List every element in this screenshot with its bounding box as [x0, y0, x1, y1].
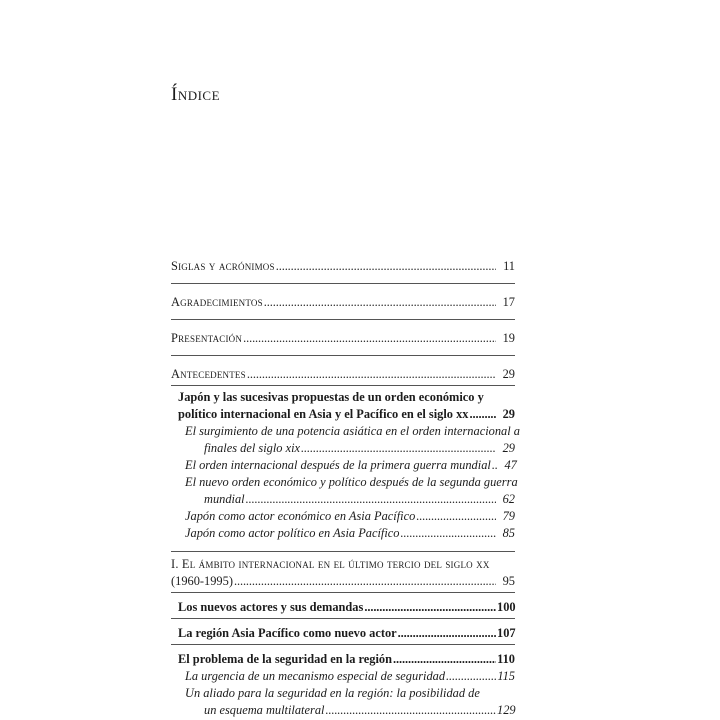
dot-leader — [234, 573, 496, 590]
toc-entry-label-line1: Japón y las sucesivas propuestas de un orden económico y — [178, 390, 484, 404]
dot-leader — [416, 508, 496, 525]
toc-entry-label-line1: I. El ámbito internacional en el último tercio del siglo xx — [171, 557, 490, 571]
page-title: Índice — [171, 84, 221, 105]
toc-page-number: 107 — [497, 626, 516, 640]
toc-entry-primera-guerra[interactable] — [171, 457, 515, 474]
toc-entry-urgencia[interactable] — [171, 668, 515, 685]
toc-entry-label: Siglas y acrónimos — [171, 259, 275, 273]
table-of-contents — [171, 258, 520, 719]
dot-leader — [446, 668, 496, 685]
divider — [171, 355, 515, 356]
dot-leader — [243, 330, 496, 347]
dot-leader — [247, 366, 496, 383]
dot-leader — [246, 491, 496, 508]
dot-leader — [401, 525, 496, 542]
toc-page-number: 110 — [497, 652, 515, 666]
toc-entry-antecedentes[interactable] — [171, 366, 515, 383]
toc-page-number: 11 — [503, 259, 515, 273]
toc-page-number: 115 — [497, 669, 515, 683]
divider — [171, 618, 515, 619]
divider — [171, 592, 515, 593]
toc-entry-label-line2: (1960-1995) — [171, 574, 233, 588]
divider — [171, 283, 515, 284]
toc-entry-actor-politico[interactable] — [171, 525, 515, 542]
toc-entry-label: El orden internacional después de la primera guerra mundial — [185, 458, 491, 472]
toc-entry-siglas[interactable] — [171, 258, 515, 275]
toc-entry-label: La urgencia de un mecanismo especial de seguridad — [185, 669, 446, 683]
divider — [171, 319, 515, 320]
dot-leader — [469, 406, 496, 423]
toc-page-number: 95 — [502, 574, 515, 588]
dot-leader — [364, 599, 496, 616]
toc-entry-label-line2: político internacional en Asia y el Pacífico en el siglo xx — [178, 407, 469, 421]
toc-entry-nuevos-actores[interactable] — [171, 599, 515, 616]
toc-page-number: 47 — [504, 458, 517, 472]
toc-page-number: 29 — [502, 367, 515, 381]
toc-entry-label-line1: El nuevo orden económico y político después de la segunda guerra — [185, 475, 518, 489]
toc-entry-label: Japón como actor político en Asia Pacífico — [185, 526, 400, 540]
dot-leader — [398, 625, 496, 642]
toc-page-number: 85 — [502, 526, 515, 540]
toc-entry-label-line2: finales del siglo xix — [204, 441, 301, 455]
toc-entry-label-line2: mundial — [204, 492, 245, 506]
toc-entry-label: Antecedentes — [171, 367, 246, 381]
toc-entry-label: Agradecimientos — [171, 295, 263, 309]
toc-entry-actor-economico[interactable] — [171, 508, 515, 525]
toc-entry-aliado[interactable] — [171, 685, 515, 719]
toc-entry-segunda-guerra[interactable] — [171, 474, 518, 508]
dot-leader — [301, 440, 496, 457]
divider — [171, 551, 515, 552]
dot-leader — [325, 702, 496, 719]
toc-page-number: 29 — [502, 407, 515, 421]
toc-entry-label-line2: un esquema multilateral — [204, 703, 325, 717]
toc-entry-label-line1: El surgimiento de una potencia asiática en el orden internacional a — [185, 424, 520, 438]
toc-entry-seguridad[interactable] — [171, 651, 515, 668]
dot-leader — [264, 294, 496, 311]
toc-entry-ambito[interactable] — [171, 556, 515, 590]
toc-entry-label-line1: Un aliado para la seguridad en la región: la posibilidad de — [185, 686, 480, 700]
toc-entry-label: Japón como actor económico en Asia Pacífico — [185, 509, 416, 523]
dot-leader — [276, 258, 496, 275]
divider — [171, 385, 515, 386]
toc-page-number: 17 — [502, 295, 515, 309]
toc-entry-agradecimientos[interactable] — [171, 294, 515, 311]
toc-entry-label: La región Asia Pacífico como nuevo actor — [178, 626, 397, 640]
toc-entry-surgimiento[interactable] — [171, 423, 520, 457]
toc-page-number: 62 — [502, 492, 515, 506]
toc-entry-region[interactable] — [171, 625, 515, 642]
toc-entry-japon[interactable] — [171, 389, 515, 423]
toc-page-number: 79 — [502, 509, 515, 523]
dot-leader — [393, 651, 496, 668]
toc-entry-label: El problema de la seguridad en la región — [178, 652, 392, 666]
toc-page-number: 29 — [502, 441, 515, 455]
toc-page-number: 19 — [502, 331, 515, 345]
toc-entry-presentacion[interactable] — [171, 330, 515, 347]
divider — [171, 644, 515, 645]
toc-entry-label: Los nuevos actores y sus demandas — [178, 600, 364, 614]
toc-entry-label: Presentación — [171, 331, 243, 345]
dot-leader — [492, 457, 498, 474]
toc-page-number: 129 — [497, 703, 516, 717]
toc-page-number: 100 — [497, 600, 516, 614]
